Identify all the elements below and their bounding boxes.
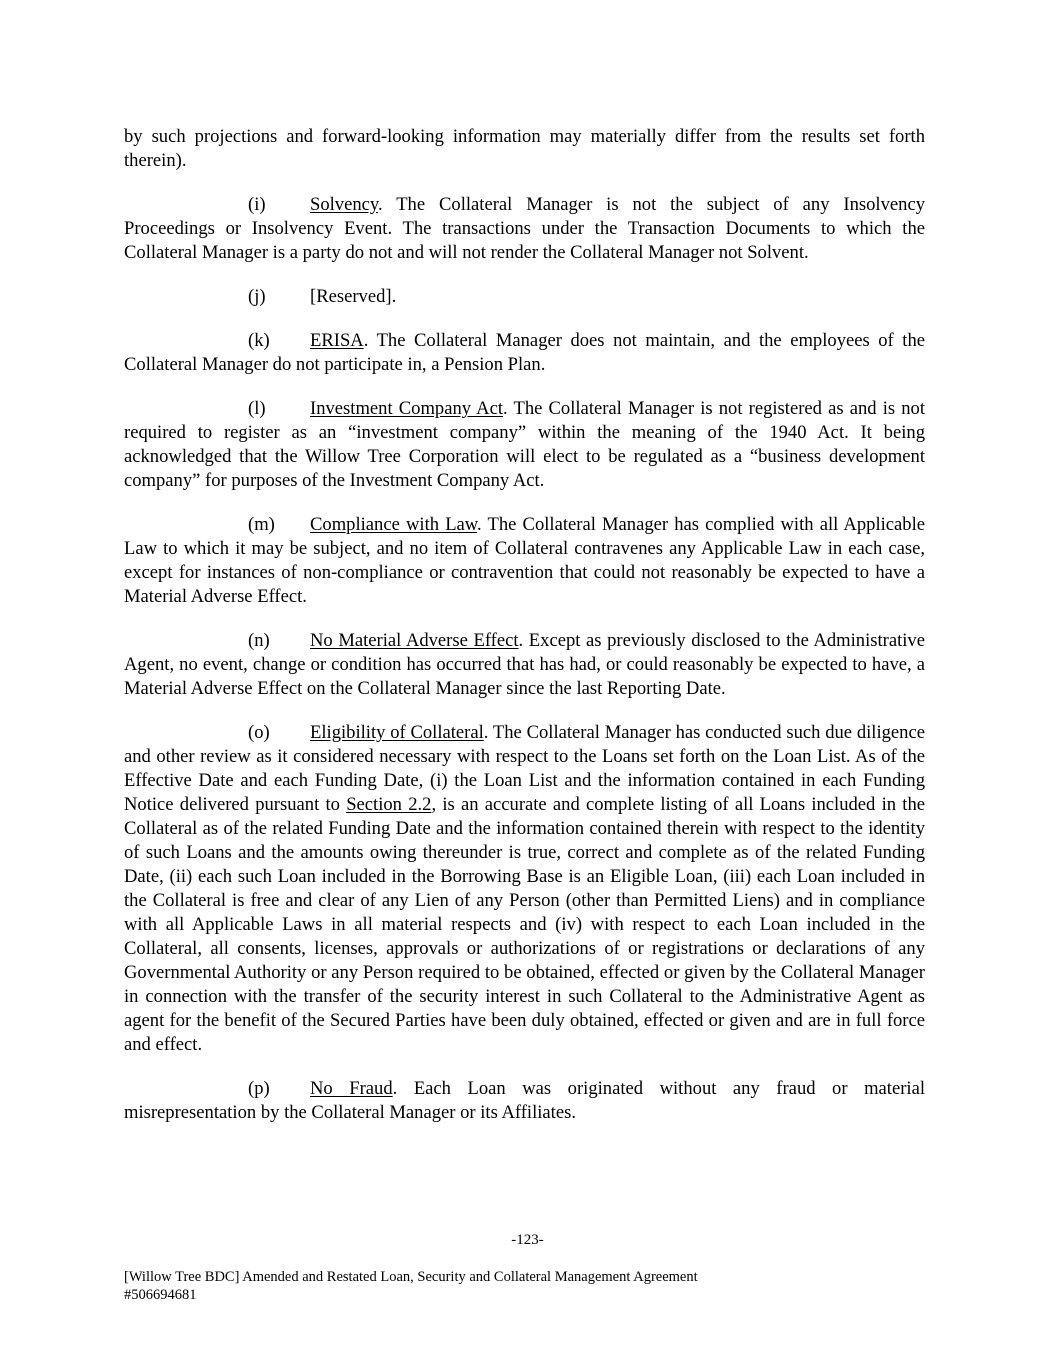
intro-paragraph: by such projections and forward-looking information may materially differ from the results set forth therein). bbox=[124, 126, 925, 171]
section-i bbox=[124, 193, 925, 265]
section-text: . The Collateral Manager has complied with all Applicable Law to which it may be subject, and no item of Collateral contravenes any Applicable Law in each case, except for instances of non-compliance or contravention that could not reasonably be expected to have a Material Adverse Effect. bbox=[124, 514, 925, 607]
section-text: . The Collateral Manager is not registered as and is not required to register as an “investment company” within the meaning of the 1940 Act. It being acknowledged that the Willow Tree Corporation will elect to be regulated as a “business development company” for purposes of the Investment Company Act. bbox=[124, 398, 925, 491]
section-label: (l) bbox=[248, 398, 266, 419]
footer-title: [Willow Tree BDC] Amended and Restated Loan, Security and Collateral Management Agreement bbox=[124, 1269, 698, 1285]
section-heading: No Fraud bbox=[310, 1078, 393, 1099]
section-text-continued: , is an accurate and complete listing of all Loans included in the Collateral as of the related Funding Date and the information contained therein with respect to the identity of such Loans and the amounts owing thereunder is true, correct and complete as of the related Funding Date, (ii) each such Loan included in the Borrowing Base is an Eligible Loan, (iii) each Loan included in the Collateral is free and clear of any Lien of any Person (other than Permitted Liens) and in compliance with all Applicable Laws in all material respects and (iv) with respect to each Loan included in the Collateral, all consents, licenses, approvals or authorizations of or registrations or declarations of any Governmental Authority or any Person required to be obtained, effected or given by the Collateral Manager in connection with the transfer of the security interest in such Collateral to the Administrative Agent as agent for the benefit of the Secured Parties have been duly obtained, effected or given and are in full force and effect. bbox=[124, 794, 926, 1055]
section-p bbox=[124, 1077, 925, 1125]
section-k bbox=[124, 329, 925, 377]
page-number: -123- bbox=[511, 1232, 544, 1248]
section-heading: ERISA bbox=[310, 330, 364, 351]
section-label: (j) bbox=[248, 286, 266, 307]
footer bbox=[124, 1268, 698, 1304]
section-heading: No Material Adverse Effect bbox=[310, 630, 519, 651]
section-heading: Compliance with Law bbox=[310, 514, 478, 535]
section-reference-link[interactable]: Section 2.2 bbox=[346, 794, 432, 815]
section-text: . Except as previously disclosed to the Administrative Agent, no event, change or condition has occurred that has had, or could reasonably be expected to have, a Material Adverse Effect on the Collateral Manager since the last Reporting Date. bbox=[124, 630, 925, 699]
section-text: [Reserved]. bbox=[310, 286, 397, 307]
section-l bbox=[124, 397, 925, 493]
section-o bbox=[124, 721, 925, 1057]
section-label: (m) bbox=[248, 514, 275, 535]
section-label: (p) bbox=[248, 1078, 270, 1099]
section-n bbox=[124, 629, 925, 701]
footer-doc-id: #506694681 bbox=[124, 1287, 197, 1303]
section-label: (n) bbox=[248, 630, 270, 651]
document-body bbox=[124, 125, 925, 1145]
section-text: . The Collateral Manager is not the subject of any Insolvency Proceedings or Insolvency Event. The transactions under the Transaction Documents to which the Collateral Manager is a party do not and will not render the Collateral Manager not Solvent. bbox=[124, 194, 925, 263]
section-text: . The Collateral Manager has conducted such due diligence and other review as it considered necessary with respect to the Loans set forth on the Loan List. As of the Effective Date and each Funding Date, (i) the Loan List and the information contained in each Funding Notice delivered pursuant to bbox=[124, 722, 925, 815]
section-label: (i) bbox=[248, 194, 266, 215]
section-label: (k) bbox=[248, 330, 270, 351]
section-m bbox=[124, 513, 925, 609]
section-heading: Eligibility of Collateral bbox=[310, 722, 484, 743]
section-heading: Solvency bbox=[310, 194, 378, 215]
section-j bbox=[124, 285, 925, 309]
section-label: (o) bbox=[248, 722, 270, 743]
section-heading: Investment Company Act bbox=[310, 398, 504, 419]
section-text: . Each Loan was originated without any fraud or material misrepresentation by the Collateral Manager or its Affiliates. bbox=[124, 1078, 925, 1123]
section-text: . The Collateral Manager does not maintain, and the employees of the Collateral Manager do not participate in, a Pension Plan. bbox=[124, 330, 925, 375]
